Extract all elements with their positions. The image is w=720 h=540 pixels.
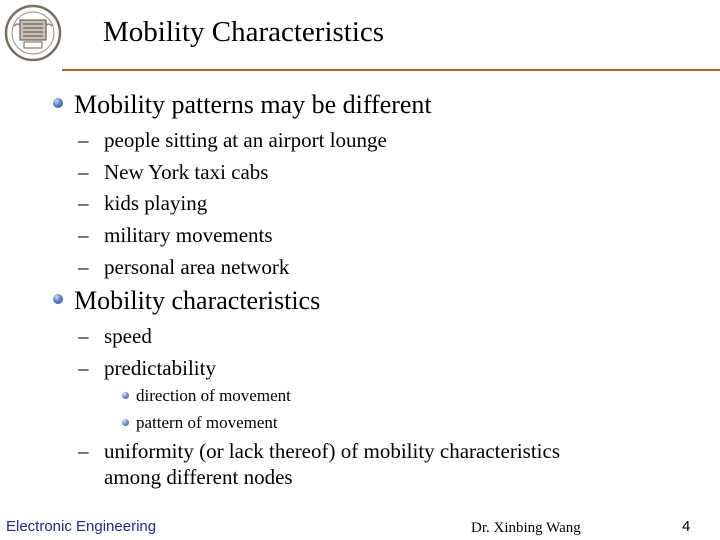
list-item: New York taxi cabs — [104, 160, 269, 184]
section-heading: Mobility characteristics — [74, 286, 321, 315]
footer-author: Dr. Xinbing Wang — [471, 520, 581, 536]
footer-department: Electronic Engineering — [6, 518, 157, 535]
dash-marker: – — [78, 223, 89, 247]
sub-list-item: pattern of movement — [136, 413, 278, 432]
list-item-continuation: among different nodes — [104, 465, 293, 489]
dash-marker: – — [78, 356, 89, 380]
list-item: uniformity (or lack thereof) of mobility characteristics — [104, 439, 561, 463]
dash-marker: – — [78, 191, 89, 215]
list-item: military movements — [104, 223, 273, 247]
dash-marker: – — [78, 439, 89, 463]
university-seal-icon — [4, 4, 62, 62]
page-number: 4 — [682, 518, 691, 535]
title-divider — [62, 69, 720, 71]
dash-marker: – — [78, 255, 89, 279]
sub-list-item: direction of movement — [136, 386, 291, 405]
bullet-icon — [53, 294, 63, 304]
list-item: people sitting at an airport lounge — [104, 128, 387, 152]
dash-marker: – — [78, 128, 89, 152]
section-heading: Mobility patterns may be different — [74, 90, 432, 119]
sub-bullet-icon — [122, 392, 129, 399]
list-item: speed — [104, 324, 152, 348]
slide-title: Mobility Characteristics — [103, 16, 385, 48]
dash-marker: – — [78, 324, 89, 348]
list-item: kids playing — [104, 191, 208, 215]
sub-bullet-icon — [122, 419, 129, 426]
list-item: predictability — [104, 356, 216, 380]
dash-marker: – — [78, 160, 89, 184]
bullet-icon — [53, 98, 63, 108]
list-item: personal area network — [104, 255, 290, 279]
